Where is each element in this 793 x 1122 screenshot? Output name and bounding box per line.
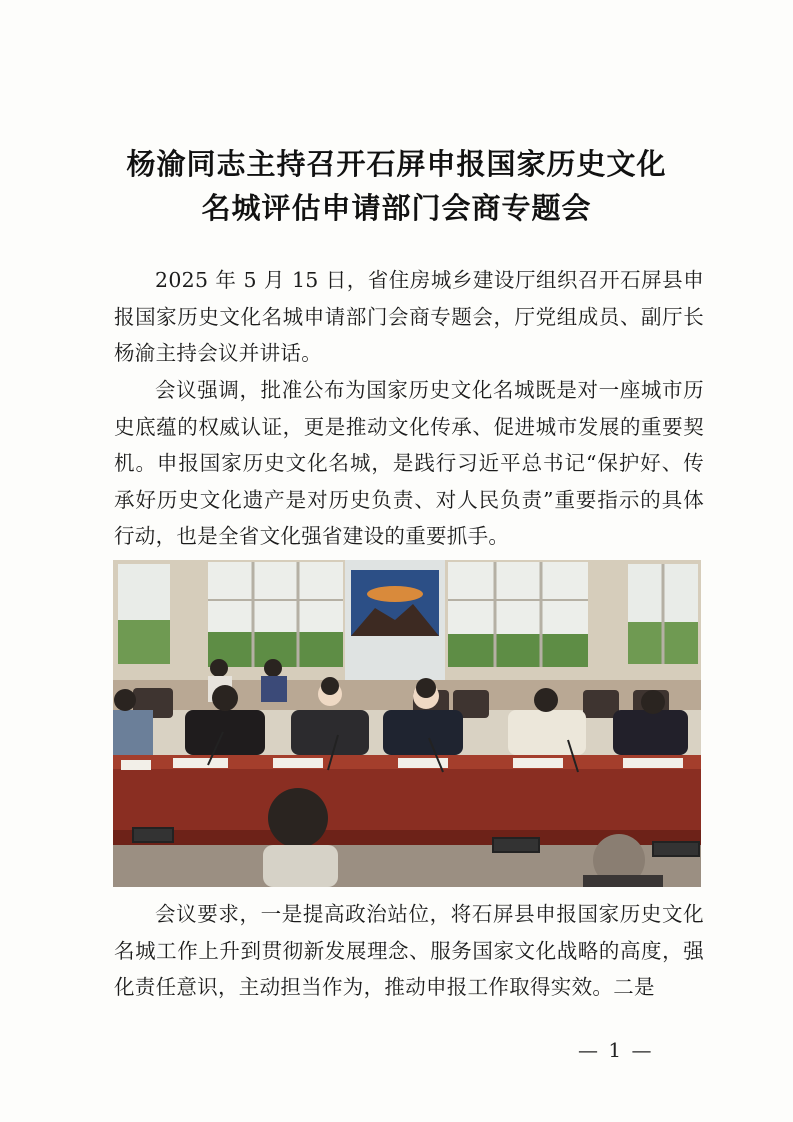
page-number: — 1 — — [578, 1038, 654, 1062]
window-right — [628, 564, 698, 664]
window-center-right — [448, 562, 588, 667]
title-line-1: 杨渝同志主持召开石屏申报国家历史文化 — [126, 147, 667, 181]
landscape-painting — [351, 570, 439, 636]
window-left — [118, 564, 170, 664]
title-line-2: 名城评估申请部门会商专题会 — [201, 191, 592, 225]
document-title — [100, 142, 693, 230]
conference-table — [113, 755, 701, 848]
window-center-left — [208, 562, 343, 667]
paragraph-3: 会议要求，一是提高政治站位，将石屏县申报国家历史文化名城工作上升到贯彻新发展理念、服务国家文化战略的高度，强化责任意识，主动担当作为，推动申报工作取得实效。二是 — [114, 902, 704, 999]
paragraph-2: 会议强调，批准公布为国家历史文化名城既是对一座城市历史底蕴的权威认证，更是推动文化传承、促进城市发展的重要契机。申报国家历史文化名城，是践行习近平总书记“保护好、传承好历史文化遗产是对历史负责、对人民负责”重要指示的具体行动，也是全省文化强省建设的重要抓手。 — [114, 378, 704, 548]
meeting-photo — [113, 560, 701, 887]
paragraph-1: 2025 年 5 月 15 日，省住房城乡建设厅组织召开石屏县申报国家历史文化名城申请部门会商专题会，厅党组成员、副厅长杨渝主持会议并讲话。 — [114, 268, 704, 365]
